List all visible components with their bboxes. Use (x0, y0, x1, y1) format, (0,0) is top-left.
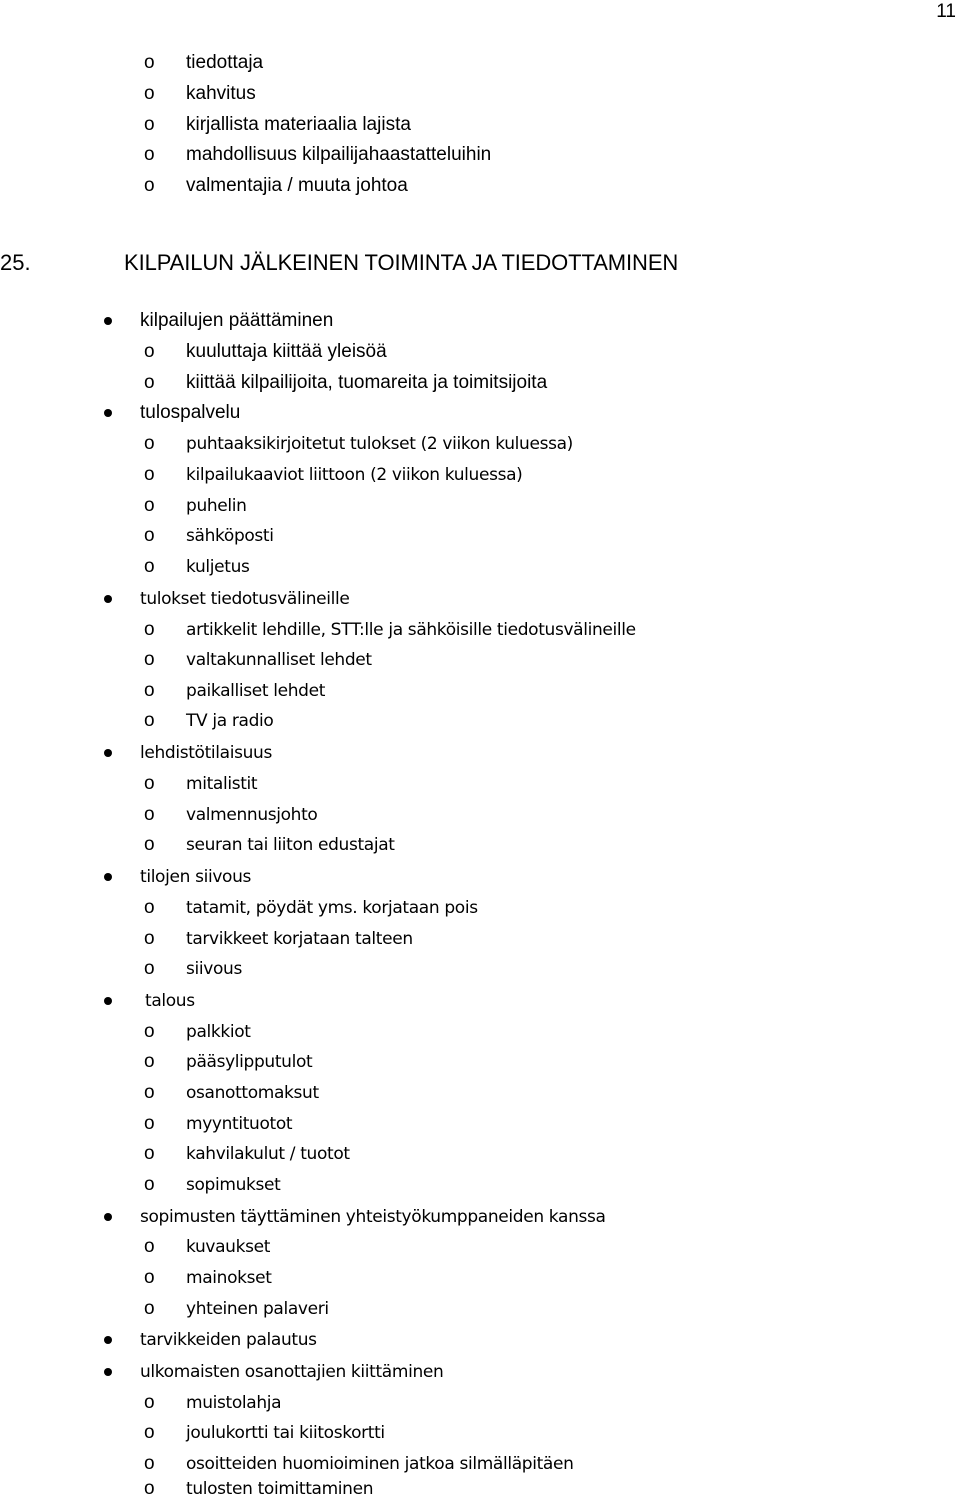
bullet-icon (104, 317, 112, 325)
list-item-text: sähköposti (186, 526, 274, 546)
list-marker: o (144, 619, 155, 640)
list-marker: o (144, 649, 155, 670)
list-marker: o (144, 1021, 155, 1042)
list-marker: o (144, 341, 155, 362)
list-item-text: tatamit, pöydät yms. korjataan pois (186, 898, 478, 918)
list-item-text: pääsylipputulot (186, 1052, 313, 1072)
list-marker: o (144, 556, 155, 577)
list-marker: o (144, 1113, 155, 1134)
list-item-text: muistolahja (186, 1393, 282, 1413)
bullet-icon (104, 1368, 112, 1376)
section-number: 25. (0, 250, 31, 275)
list-marker: o (144, 928, 155, 949)
list-marker: o (144, 1236, 155, 1257)
list-item-text: seuran tai liiton edustajat (186, 835, 395, 855)
list-marker: o (144, 144, 155, 165)
list-item-text: artikkelit lehdille, STT:lle ja sähköisille tiedotusvälineille (186, 620, 636, 640)
list-item-text: kiittää kilpailijoita, tuomareita ja toimitsijoita (186, 372, 548, 393)
list-item-text: siivous (186, 959, 242, 979)
list-item-text: osoitteiden huomioiminen jatkoa silmälläpitäen (186, 1454, 574, 1474)
bullet-item-text: lehdistötilaisuus (140, 743, 272, 763)
list-marker: o (144, 804, 155, 825)
list-marker: o (144, 1478, 155, 1499)
bullet-icon (104, 409, 112, 417)
list-marker: o (144, 773, 155, 794)
list-item-text: mainokset (186, 1268, 272, 1288)
list-item-text: kuvaukset (186, 1237, 271, 1257)
bullet-icon (104, 749, 112, 757)
list-marker: o (144, 710, 155, 731)
bullet-icon (104, 997, 112, 1005)
list-item-text: kuljetus (186, 557, 250, 577)
list-marker: o (144, 464, 155, 485)
list-item-text: kilpailukaaviot liittoon (2 viikon kuluessa) (186, 465, 523, 485)
list-item-text: osanottomaksut (186, 1083, 319, 1103)
list-item-text: valtakunnalliset lehdet (186, 650, 372, 670)
list-marker: o (144, 372, 155, 393)
bullet-icon (104, 873, 112, 881)
list-item-text: yhteinen palaveri (186, 1299, 329, 1319)
list-marker: o (144, 834, 155, 855)
list-marker: o (144, 680, 155, 701)
list-marker: o (144, 175, 155, 196)
list-item-text: tulosten toimittaminen (186, 1479, 374, 1499)
list-item-text: joulukortti tai kiitoskortti (186, 1423, 385, 1443)
list-marker: o (144, 1267, 155, 1288)
list-marker: o (144, 1051, 155, 1072)
list-item-text: mahdollisuus kilpailijahaastatteluihin (186, 144, 492, 165)
list-item-text: valmentajia / muuta johtoa (186, 175, 408, 196)
list-item-text: paikalliset lehdet (186, 681, 326, 701)
bullet-item-text: ulkomaisten osanottajien kiittäminen (140, 1362, 444, 1382)
list-item-text: sopimukset (186, 1175, 281, 1195)
list-marker: o (144, 83, 155, 104)
list-marker: o (144, 1174, 155, 1195)
list-item-text: puhtaaksikirjoitetut tulokset (2 viikon kuluessa) (186, 434, 573, 454)
list-item-text: kahvilakulut / tuotot (186, 1144, 350, 1164)
list-item-text: myyntituotot (186, 1114, 293, 1134)
list-item-text: kirjallista materiaalia lajista (186, 114, 411, 135)
bullet-item-text: talous (145, 991, 195, 1011)
list-marker: o (144, 525, 155, 546)
list-item-text: tiedottaja (186, 52, 264, 73)
section-title: KILPAILUN JÄLKEINEN TOIMINTA JA TIEDOTTAMINEN (124, 250, 679, 275)
list-marker: o (144, 114, 155, 135)
list-item-text: kahvitus (186, 83, 256, 104)
list-item-text: puhelin (186, 496, 247, 516)
list-marker: o (144, 495, 155, 516)
bullet-icon (104, 1213, 112, 1221)
bullet-item-text: tulospalvelu (140, 402, 241, 423)
list-marker: o (144, 897, 155, 918)
bullet-item-text: tarvikkeiden palautus (140, 1330, 317, 1350)
list-item-text: tarvikkeet korjataan talteen (186, 929, 413, 949)
list-marker: o (144, 433, 155, 454)
list-item-text: palkkiot (186, 1022, 251, 1042)
page-number: 11 (936, 1, 956, 22)
bullet-item-text: kilpailujen päättäminen (140, 310, 334, 331)
list-marker: o (144, 1453, 155, 1474)
bullet-item-text: sopimusten täyttäminen yhteistyökumppaneiden kanssa (140, 1207, 606, 1227)
list-item-text: kuuluttaja kiittää yleisöä (186, 341, 387, 362)
list-marker: o (144, 1143, 155, 1164)
bullet-icon (104, 595, 112, 603)
list-marker: o (144, 1082, 155, 1103)
list-item-text: mitalistit (186, 774, 258, 794)
bullet-icon (104, 1336, 112, 1344)
bullet-item-text: tulokset tiedotusvälineille (140, 589, 350, 609)
list-marker: o (144, 958, 155, 979)
list-marker: o (144, 52, 155, 73)
list-item-text: TV ja radio (186, 711, 274, 731)
list-item-text: valmennusjohto (186, 805, 318, 825)
list-marker: o (144, 1298, 155, 1319)
list-marker: o (144, 1392, 155, 1413)
list-marker: o (144, 1422, 155, 1443)
bullet-item-text: tilojen siivous (140, 867, 252, 887)
